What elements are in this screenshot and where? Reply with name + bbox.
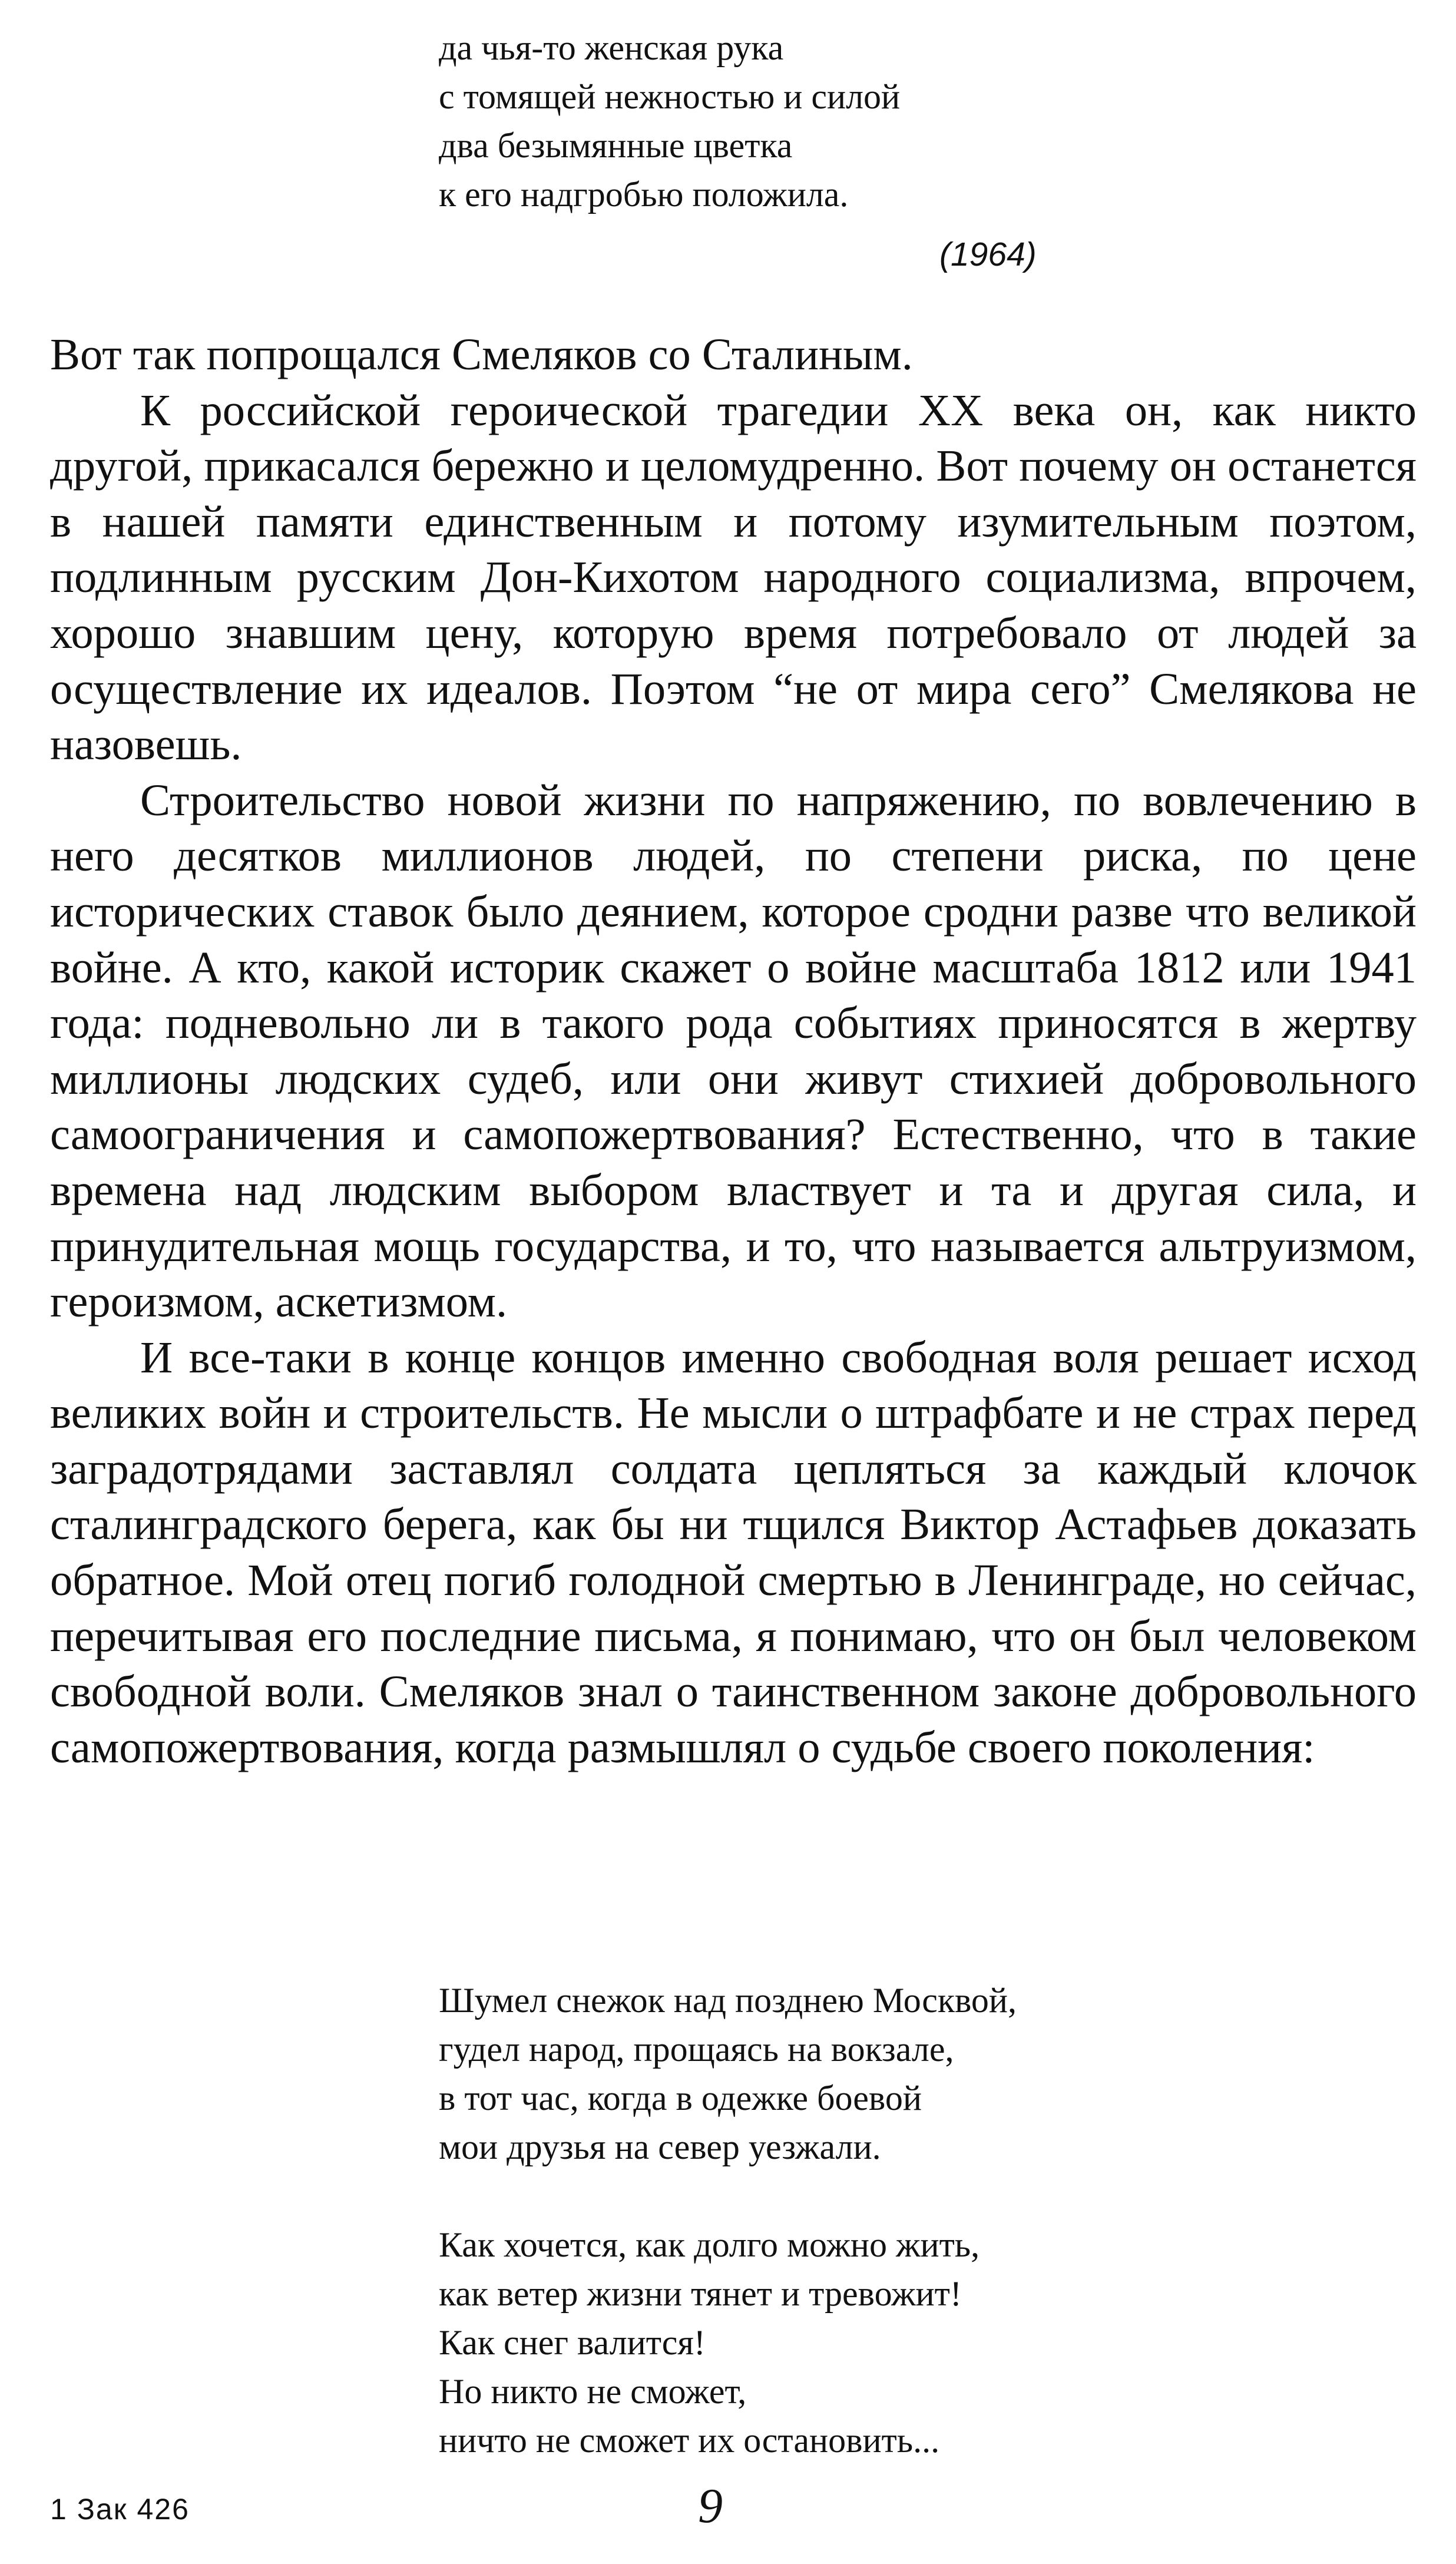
poem-line: мои друзья на север уезжали. <box>439 2128 881 2166</box>
paragraph: Вот так попрощался Смеляков со Сталиным. <box>50 329 913 379</box>
poem-line: Как хочется, как долго можно жить, <box>439 2225 980 2264</box>
poem-line: Но никто не сможет, <box>439 2372 747 2411</box>
poem-line: Шумел снежок над позднею Москвой, <box>439 1981 1017 2020</box>
body-text <box>50 327 1417 1775</box>
poem-line: да чья-то женская рука <box>439 28 784 67</box>
poem-line: в тот час, когда в одежке боевой <box>439 2079 922 2118</box>
poem-line: Как снег валится! <box>439 2323 706 2362</box>
paragraph: Строительство новой жизни по напряжению, по вовлечению в него десятков миллионов людей, по степени риска, по цене исторических ставок было деянием, которое сродни разве что великой войне. А кто, какой историк скажет о войне масштаба 1812 или 1941 года: подневольно ли в такого рода событиях приносятся в жертву миллионы людских судеб, или они живут стихией добровольного самоограничения и самопожертвования? Естественно, что в такие времена над людским выбором властвует и та и другая сила, и принудительная мощь государства, и то, что называется альтруизмом, героизмом, аскетизмом. <box>50 775 1417 1327</box>
paragraph: К российской героической трагедии XX века он, как никто другой, прикасался бережно и целомудренно. Вот почему он останется в нашей памяти единственным и потому изумительным поэтом, подлинным русским Дон-Кихотом народного социализма, впрочем, хорошо знавшим цену, которую время потребовало от людей за осуществление их идеалов. Поэтом “не от мира сего” Смелякова не назовешь. <box>50 385 1417 770</box>
poem-stanza <box>439 2221 1017 2465</box>
poem-line: к его надгробью положила. <box>439 175 849 214</box>
poem-line: ничто не сможет их остановить... <box>439 2421 940 2460</box>
poem-date: (1964) <box>939 236 1037 273</box>
poem-excerpt-top <box>439 24 900 219</box>
poem-excerpt-bottom <box>439 1976 1017 2465</box>
printer-signature: 1 Зак 426 <box>50 2493 190 2526</box>
poem-line: как ветер жизни тянет и тревожит! <box>439 2274 962 2313</box>
page-number: 9 <box>698 2479 723 2533</box>
poem-line: гудел народ, прощаясь на вокзале, <box>439 2030 954 2069</box>
paragraph: И все-таки в конце концов именно свободная воля решает исход великих войн и строительств. Не мысли о штрафбате и не страх перед заградотрядами заставлял солдата цепляться за каждый клочок сталинградского берега, как бы ни тщился Виктор Астафьев доказать обратное. Мой отец погиб голодной смертью в Ленинграде, но сейчас, перечитывая его последние письма, я понимаю, что он был человеком свободной воли. Смеляков знал о таинственном законе добровольного самопожертвования, когда размышлял о судьбе своего поколения: <box>50 1332 1417 1772</box>
poem-line: два безымянные цветка <box>439 126 793 165</box>
poem-line: с томящей нежностью и силой <box>439 77 901 116</box>
poem-stanza <box>439 1976 1017 2172</box>
